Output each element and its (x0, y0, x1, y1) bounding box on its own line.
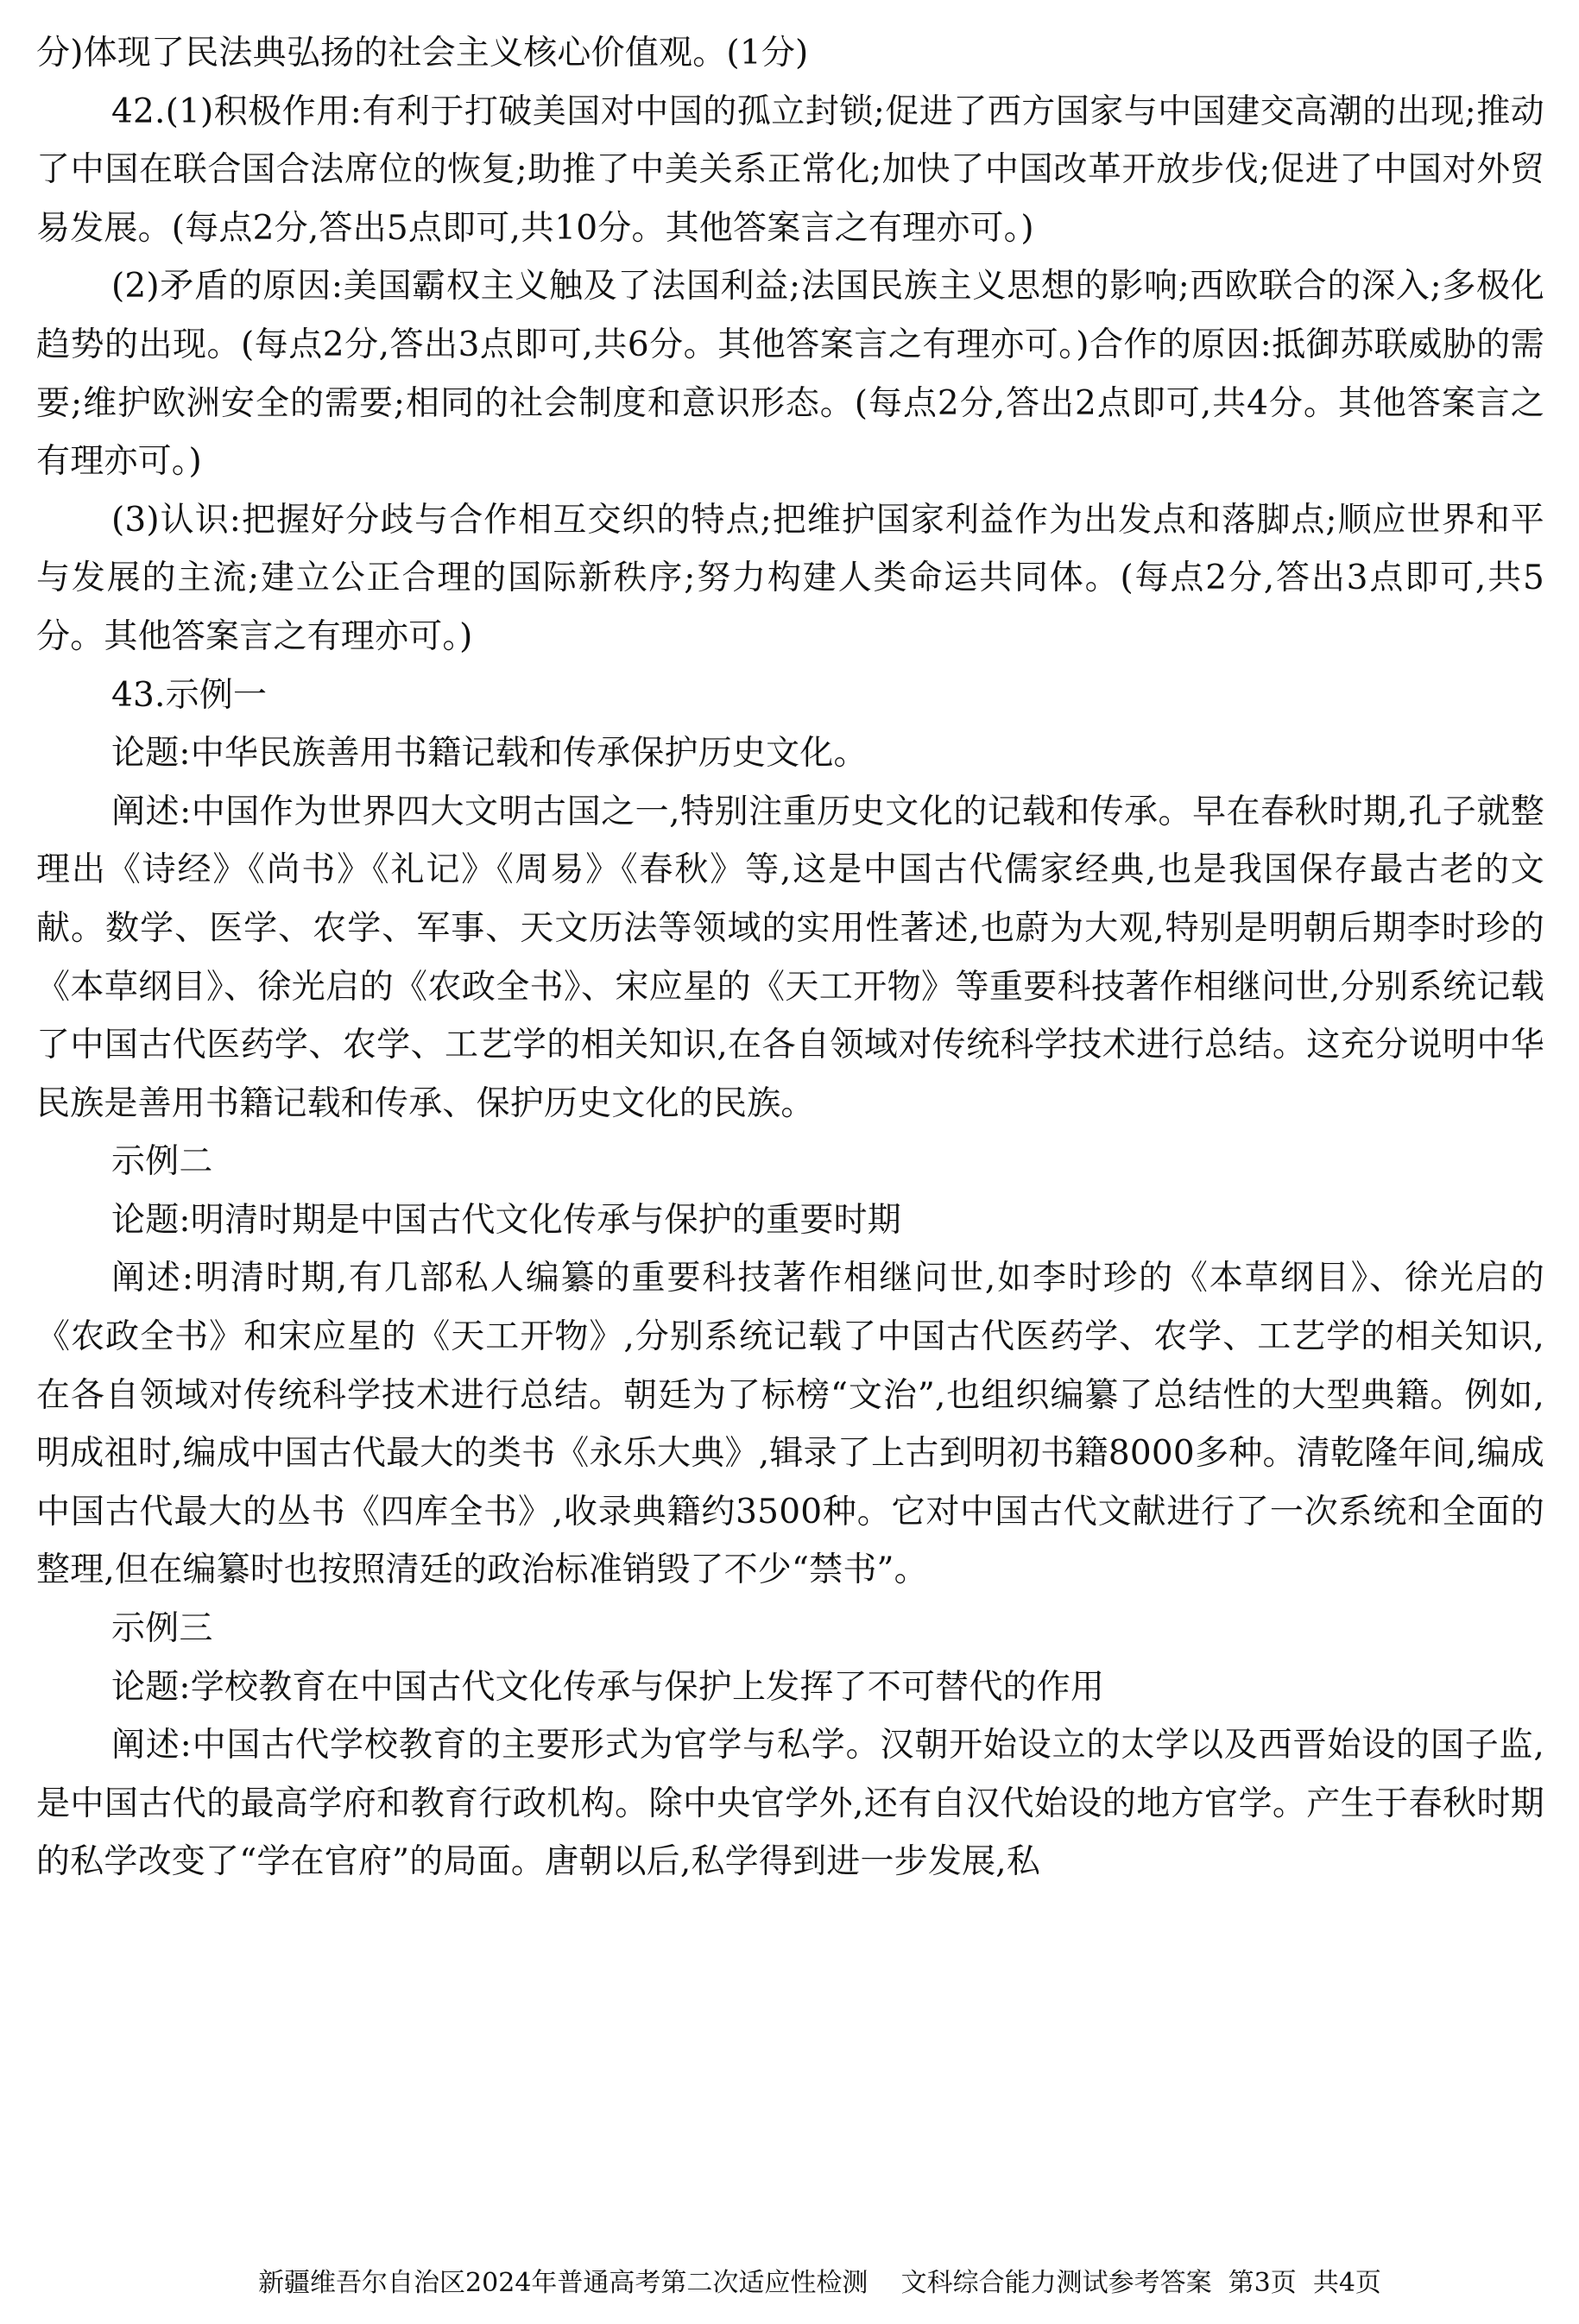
footer-exam-title: 新疆维吾尔自治区2024年普通高考第二次适应性检测 (258, 2268, 868, 2298)
page-footer (0, 2266, 1579, 2301)
paragraph-q42-part1: 42.(1)积极作用:有利于打破美国对中国的孤立封锁;促进了西方国家与中国建交高潮的出现;推动了中国在联合国合法席位的恢复;助推了中美关系正常化;加快了中国改革开放步伐;促进了中国对外贸易发展。(每点2分,答出5点即可,共10分。其他答案言之有理亦可。) (36, 92, 1544, 248)
answer-content (36, 24, 1544, 1891)
paragraph-q42-part3: (3)认识:把握好分歧与合作相互交织的特点;把维护国家利益作为出发点和落脚点;顺应世界和平与发展的主流;建立公正合理的国际新秩序;努力构建人类命运共同体。(每点2分,答出3点即可,共5分。其他答案言之有理亦可。) (36, 500, 1544, 656)
footer-total-pages: 共4页 (1312, 2268, 1381, 2298)
paragraph-continuation: 分)体现了民法典弘扬的社会主义核心价值观。(1分) (36, 34, 809, 73)
paragraph-q42-part2: (2)矛盾的原因:美国霸权主义触及了法国利益;法国民族主义思想的影响;西欧联合的深入;多极化趋势的出现。(每点2分,答出3点即可,共6分。其他答案言之有理亦可。)合作的原因:抵御苏联威胁的需要;维护欧洲安全的需要;相同的社会制度和意识形态。(每点2分,答出2点即可,共4分。其他答案言之有理亦可。) (36, 267, 1544, 482)
paragraph-example3-explanation: 阐述:中国古代学校教育的主要形式为官学与私学。汉朝开始设立的太学以及西晋始设的国子监,是中国古代的最高学府和教育行政机构。除中央官学外,还有自汉代始设的地方官学。产生于春秋时期的私学改变了“学在官府”的局面。唐朝以后,私学得到进一步发展,私 (36, 1726, 1544, 1882)
footer-subject: 文科综合能力测试参考答案 (900, 2268, 1212, 2298)
heading-q43-example1: 43.示例一 (111, 675, 268, 715)
heading-example3: 示例三 (111, 1609, 213, 1649)
paragraph-example3-thesis: 论题:学校教育在中国古代文化传承与保护上发挥了不可替代的作用 (111, 1667, 1105, 1707)
heading-example2: 示例二 (111, 1142, 213, 1182)
paragraph-example1-thesis: 论题:中华民族善用书籍记载和传承保护历史文化。 (111, 734, 868, 774)
paragraph-example2-thesis: 论题:明清时期是中国古代文化传承与保护的重要时期 (111, 1200, 901, 1240)
paragraph-example1-explanation: 阐述:中国作为世界四大文明古国之一,特别注重历史文化的记载和传承。早在春秋时期,孔子就整理出《诗经》《尚书》《礼记》《周易》《春秋》等,这是中国古代儒家经典,也是我国保存最古老的文献。数学、医学、农学、军事、天文历法等领域的实用性著述,也蔚为大观,特别是明朝后期李时珍的《本草纲目》、徐光启的《农政全书》、宋应星的《天工开物》等重要科技著作相继问世,分别系统记载了中国古代医药学、农学、工艺学的相关知识,在各自领域对传统科学技术进行总结。这充分说明中华民族是善用书籍记载和传承、保护历史文化的民族。 (36, 792, 1544, 1123)
footer-page-number: 第3页 (1228, 2268, 1297, 2298)
paragraph-example2-explanation: 阐述:明清时期,有几部私人编纂的重要科技著作相继问世,如李时珍的《本草纲目》、徐光启的《农政全书》和宋应星的《天工开物》,分别系统记载了中国古代医药学、农学、工艺学的相关知识,在各自领域对传统科学技术进行总结。朝廷为了标榜“文治”,也组织编纂了总结性的大型典籍。例如,明成祖时,编成中国古代最大的类书《永乐大典》,辑录了上古到明初书籍8000多种。清乾隆年间,编成中国古代最大的丛书《四库全书》,收录典籍约3500种。它对中国古代文献进行了一次系统和全面的整理,但在编纂时也按照清廷的政治标准销毁了不少“禁书”。 (36, 1259, 1544, 1590)
